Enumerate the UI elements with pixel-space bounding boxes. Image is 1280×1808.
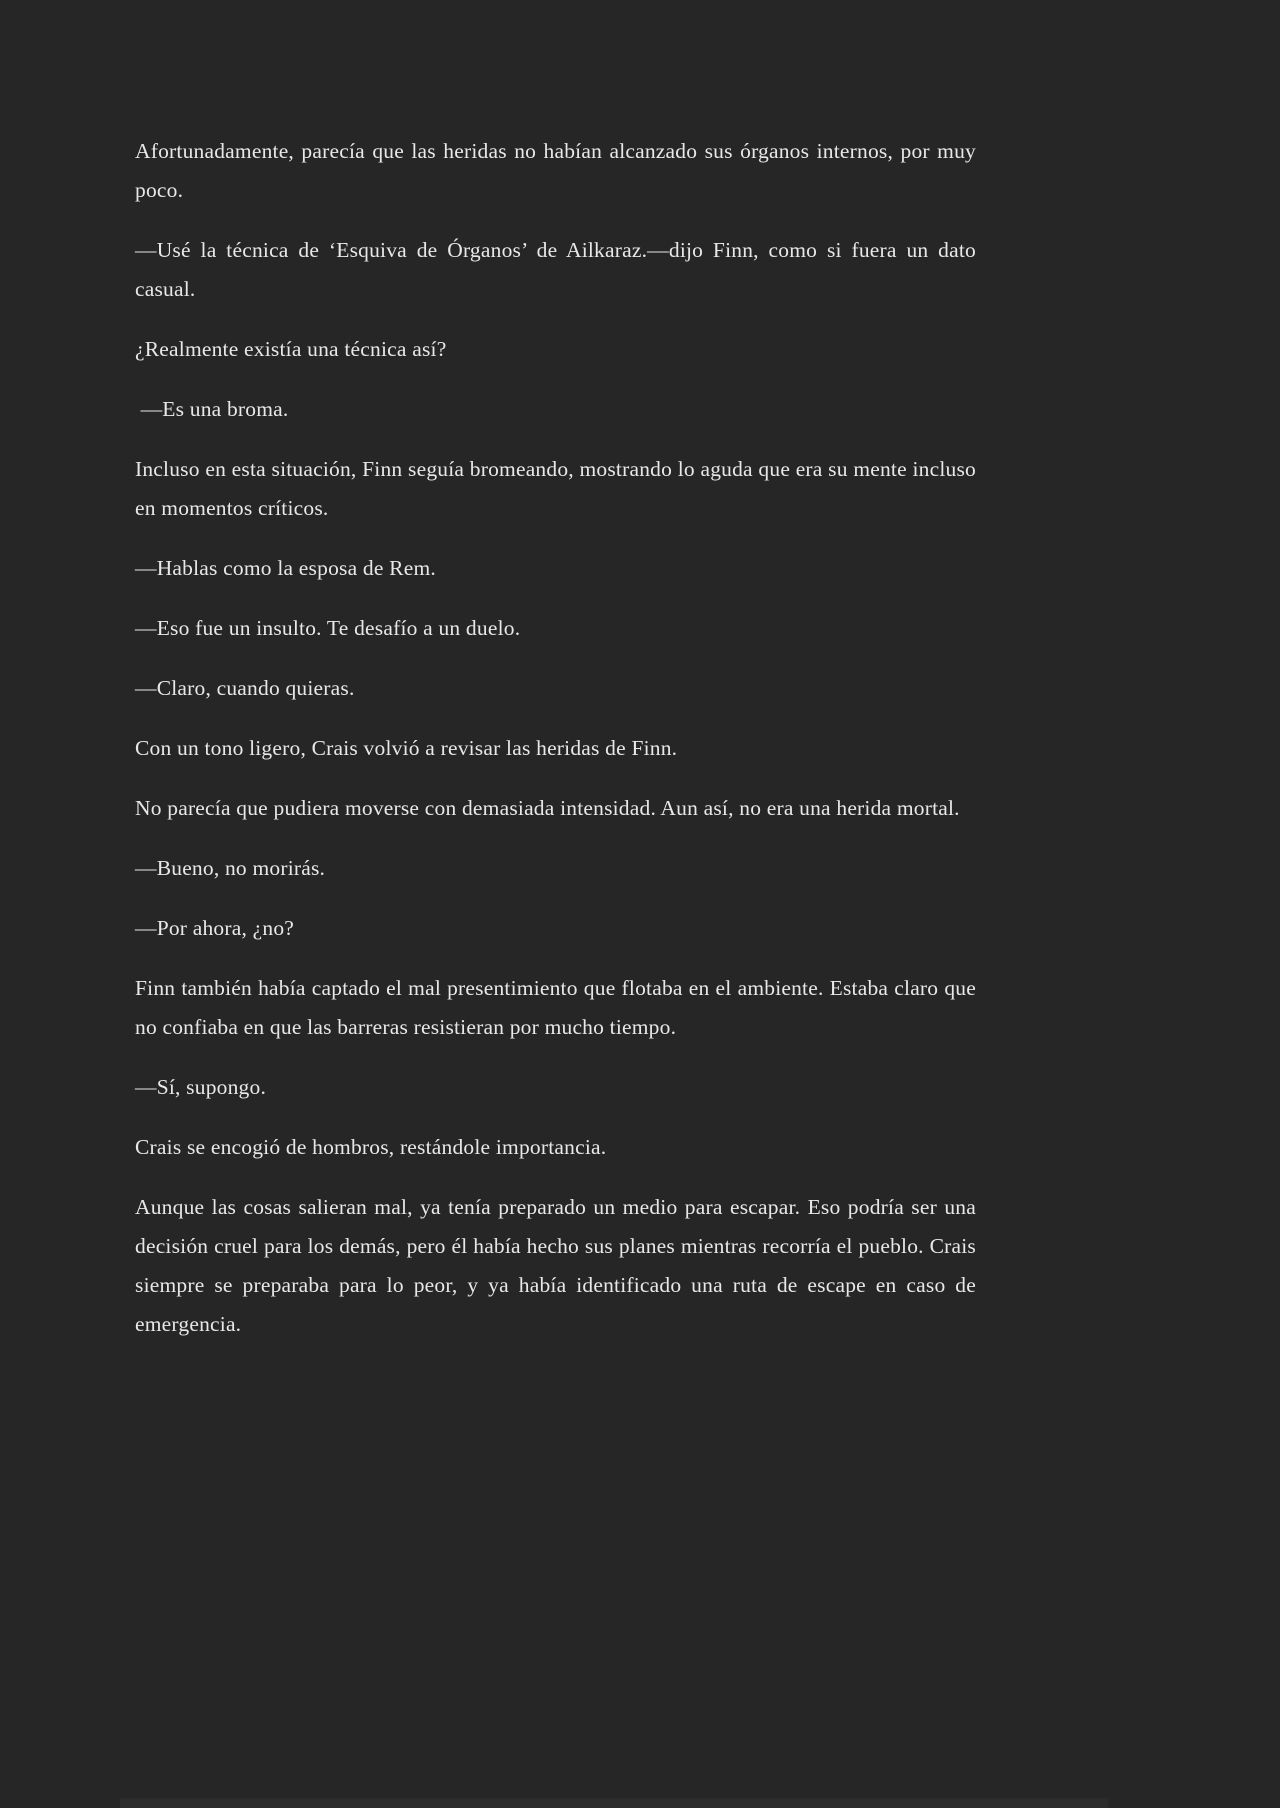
paragraph-dialogue: —Es una broma. [135,397,289,421]
paragraph: Afortunadamente, parecía que las heridas no habían alcanzado sus órganos internos, por muy poco. [135,139,982,202]
reading-text-column [135,132,982,1344]
paragraph: Finn también había captado el mal presentimiento que flotaba en el ambiente. Estaba claro que no confiaba en que las barreras resistieran por mucho tiempo. [135,976,982,1039]
paragraph: Incluso en esta situación, Finn seguía bromeando, mostrando lo aguda que era su mente incluso en momentos críticos. [135,457,982,520]
paragraph: No parecía que pudiera moverse con demasiada intensidad. Aun así, no era una herida mortal. [135,796,960,820]
paragraph-dialogue: —Eso fue un insulto. Te desafío a un duelo. [135,616,521,640]
paragraph: Crais se encogió de hombros, restándole importancia. [135,1135,607,1159]
paragraph: Con un tono ligero, Crais volvió a revisar las heridas de Finn. [135,736,678,760]
paragraph-dialogue: —Claro, cuando quieras. [135,676,355,700]
next-page-edge [120,1798,1108,1808]
paragraph-dialogue: —Usé la técnica de ‘Esquiva de Órganos’ de Ailkaraz.—dijo Finn, como si fuera un dato casual. [135,238,982,301]
paragraph-dialogue: —Por ahora, ¿no? [135,916,295,940]
paragraph-dialogue: —Hablas como la esposa de Rem. [135,556,436,580]
paragraph: Aunque las cosas salieran mal, ya tenía preparado un medio para escapar. Eso podría ser una decisión cruel para los demás, pero él había hecho sus planes mientras recorría el pueblo. Crais siempre se preparaba para lo peor, y ya había identificado una ruta de escape en caso de emergencia. [135,1195,982,1336]
paragraph: ¿Realmente existía una técnica así? [135,337,447,361]
paragraph-dialogue: —Sí, supongo. [135,1075,267,1099]
paragraph-dialogue: —Bueno, no morirás. [135,856,326,880]
